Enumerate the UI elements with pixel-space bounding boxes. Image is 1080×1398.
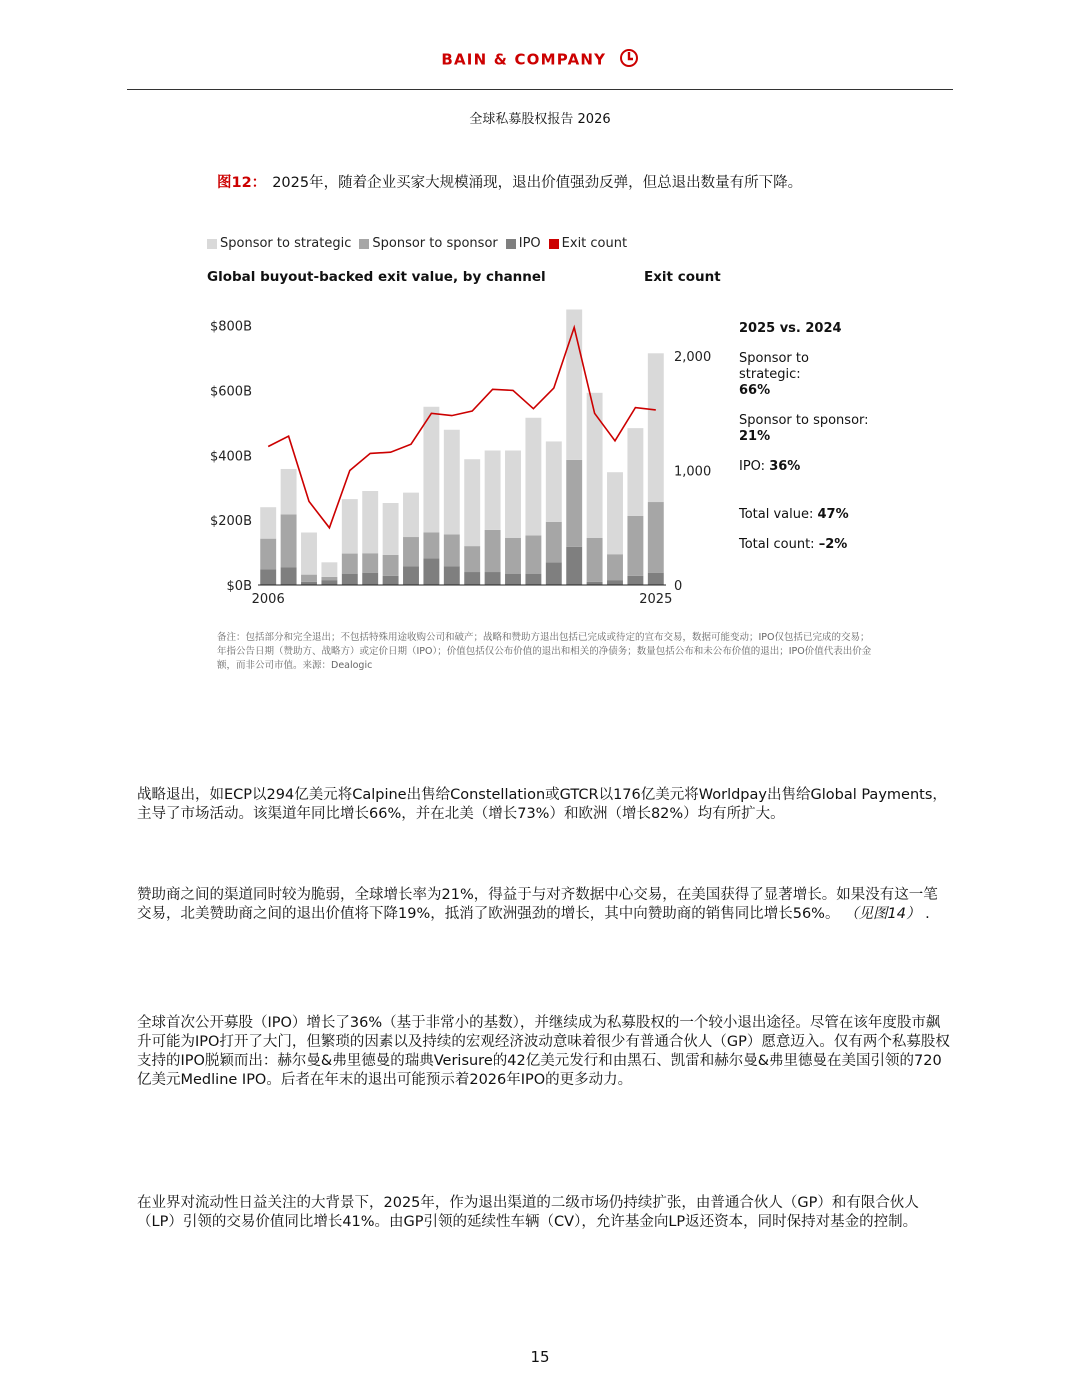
x-axis (252, 592, 673, 607)
bar-segment (505, 538, 521, 574)
bar-segment (383, 503, 399, 555)
paragraph-sponsor-exits (137, 886, 952, 924)
bar-segment (546, 441, 562, 521)
comparison-panel (739, 321, 939, 567)
bar-segment (546, 522, 562, 563)
bar-segment (281, 514, 297, 567)
legend-label: Sponsor to strategic (220, 236, 352, 251)
left-axis-tick-label: $0B (226, 579, 252, 594)
left-axis-tick-label: $800B (209, 319, 252, 335)
bar-segment (607, 554, 623, 580)
comparison-label: Sponsor to sponsor: (739, 413, 869, 428)
bar-segment (464, 572, 480, 585)
bar-segment (485, 451, 501, 530)
bar-segment (342, 574, 358, 585)
bar-segment (464, 459, 480, 546)
bar-segment (505, 574, 521, 585)
bar-segment (403, 493, 419, 537)
bar-segment (362, 491, 378, 553)
bar-segment (321, 580, 337, 585)
legend-label: Sponsor to sponsor (372, 236, 498, 251)
bar-segment (525, 574, 541, 585)
legend-label: IPO (518, 236, 541, 251)
comparison-row-sponsor (739, 413, 879, 445)
comparison-value: 66% (739, 383, 771, 398)
bar-segment (260, 539, 276, 570)
left-axis-tick-label: $200B (209, 514, 252, 530)
comparison-label: Total count: (739, 537, 819, 552)
bar-segment (485, 572, 501, 585)
comparison-label: Total value: (739, 507, 818, 522)
comparison-label: Sponsor to strategic: (739, 351, 809, 382)
bar-segment (403, 566, 419, 585)
bar-segment (464, 546, 480, 572)
bar-segment (342, 499, 358, 553)
comparison-row-strategic (739, 351, 834, 399)
bar-segment (607, 580, 623, 585)
bar-segment (362, 573, 378, 585)
figure-caption (217, 171, 802, 192)
legend-swatch (506, 239, 516, 249)
paragraph-ipo: 全球首次公开募股（IPO）增长了36%（基于非常小的基数），并继续成为私募股权的一个较小退出途径。尽管在该年度股市飙升可能为IPO打开了大门，但繁琐的因素以及持续的宏观经济波动意味着很少有普通合伙人（GP）愿意迈入。仅有两个私募股权支持的IPO脱颖而出：赫尔曼&弗里德曼的瑞典Verisure的42亿美元发行和由黑石、凯雷和赫尔曼&弗里德曼在美国引领的720亿美元Medline IPO。后者在年末的退出可能预示着2026年IPO的更多动力。 (137, 1015, 950, 1088)
comparison-value: 36% (769, 459, 801, 474)
chart-legend (207, 236, 627, 251)
bar-segment (627, 576, 643, 585)
paragraph-end: . (925, 906, 930, 922)
bar-segment (260, 507, 276, 538)
report-title: 全球私募股权报告 2026 (469, 112, 611, 127)
bars-group (260, 310, 664, 585)
bar-segment (648, 573, 664, 585)
comparison-row-total-value (739, 507, 939, 523)
legend-swatch (207, 239, 217, 249)
bar-segment (281, 567, 297, 585)
bar-segment (301, 532, 317, 574)
figure-reference-link[interactable]: （见图14） (844, 906, 921, 922)
header-divider (127, 89, 953, 90)
bar-segment (260, 569, 276, 585)
bar-segment (444, 566, 460, 585)
bar-segment (423, 558, 439, 585)
comparison-heading: 2025 vs. 2024 (739, 321, 842, 336)
bar-segment (485, 530, 501, 572)
bar-segment (627, 516, 643, 576)
bar-segment (444, 534, 460, 566)
comparison-value: 21% (739, 429, 771, 444)
brand-name: BAIN & COMPANY (441, 50, 607, 69)
chart-title: Global buyout-backed exit value, by channel (207, 269, 546, 285)
bar-segment (607, 472, 623, 554)
legend-item-sponsor (359, 236, 497, 251)
legend-item-exit-count (549, 236, 627, 251)
bar-segment (505, 451, 521, 539)
comparison-value: 47% (817, 507, 849, 522)
legend-item-strategic (207, 236, 351, 251)
exit-value-chart (200, 300, 730, 610)
comparison-row-ipo (739, 459, 939, 475)
page-number: 15 (530, 1348, 550, 1366)
bar-segment (566, 460, 582, 547)
bar-segment (403, 537, 419, 566)
bar-segment (525, 418, 541, 536)
bar-segment (321, 562, 337, 577)
legend-swatch (549, 239, 559, 249)
bar-segment (587, 538, 603, 582)
bar-segment (383, 555, 399, 576)
bar-segment (423, 407, 439, 533)
bar-segment (362, 553, 378, 572)
figure-caption-text: 2025年，随着企业买家大规模涌现，退出价值强劲反弹，但总退出数量有所下降。 (272, 175, 803, 191)
comparison-row-total-count (739, 537, 939, 553)
paragraph-secondary-market: 在业界对流动性日益关注的大背景下，2025年，作为退出渠道的二级市场仍持续扩张，由普通合伙人（GP）和有限合伙人（LP）引领的交易价值同比增长41%。由GP引领的延续性车辆（CV），允许基金向LP返还资本，同时保持对基金的控制。 (137, 1195, 919, 1230)
bar-segment (383, 576, 399, 585)
bar-segment (342, 554, 358, 574)
bar-segment (546, 562, 562, 585)
legend-label: Exit count (561, 236, 628, 251)
figure-label: 图12： (217, 175, 267, 191)
paragraph-text: 赞助商之间的渠道同时较为脆弱，全球增长率为21%，得益于与对齐数据中心交易，在美国获得了显著增长。如果没有这一笔交易，北美赞助商之间的退出价值将下降19%，抵消了欧洲强劲的增长，其中向赞助商的销售同比增长56%。 (137, 887, 938, 922)
bar-segment (423, 532, 439, 558)
bar-segment (566, 310, 582, 460)
figure-notes: 备注：包括部分和完全退出；不包括特殊用途收购公司和破产；战略和赞助方退出包括已完成或待定的宣布交易，数据可能变动；IPO仅包括已完成的交易；年指公告日期（赞助方、战略方）或定价日期（IPO）；价值包括仅公布价值的退出和相关的净债务；数量包括公布和未公布价值的退出；IPO价值代表出价金额，而非公司市值。来源：Dealogic (217, 632, 872, 671)
x-axis-tick-label: 2006 (251, 592, 285, 607)
bar-segment (281, 469, 297, 514)
bar-segment (301, 575, 317, 582)
comparison-label: IPO: (739, 459, 770, 474)
x-axis-tick-label: 2025 (639, 592, 673, 607)
right-axis-tick-label: 0 (674, 579, 683, 594)
bar-segment (648, 353, 664, 502)
bar-segment (566, 547, 582, 585)
bar-segment (321, 577, 337, 580)
left-axis-tick-label: $600B (209, 384, 252, 400)
legend-swatch (359, 239, 369, 249)
right-axis-tick-label: 1,000 (674, 464, 712, 480)
left-axis (210, 320, 252, 594)
compass-logo-icon (619, 48, 639, 72)
bar-segment (648, 502, 664, 573)
bar-segment (525, 535, 541, 573)
brand-logo (0, 48, 1080, 72)
exit-count-title: Exit count (644, 269, 721, 285)
left-axis-tick-label: $400B (209, 449, 252, 465)
right-axis-tick-label: 2,000 (674, 350, 712, 366)
bar-segment (627, 428, 643, 516)
right-axis (674, 350, 711, 594)
legend-item-ipo (506, 236, 541, 251)
bar-segment (444, 430, 460, 535)
comparison-value: –2% (818, 537, 848, 552)
paragraph-strategic-exits: 战略退出，如ECP以294亿美元将Calpine出售给Constellation或GTCR以176亿美元将Worldpay出售给Global Payments，主导了市场活动。该渠道年同比增长66%，并在北美（增长73%）和欧洲（增长82%）均有所扩大。 (137, 787, 947, 822)
